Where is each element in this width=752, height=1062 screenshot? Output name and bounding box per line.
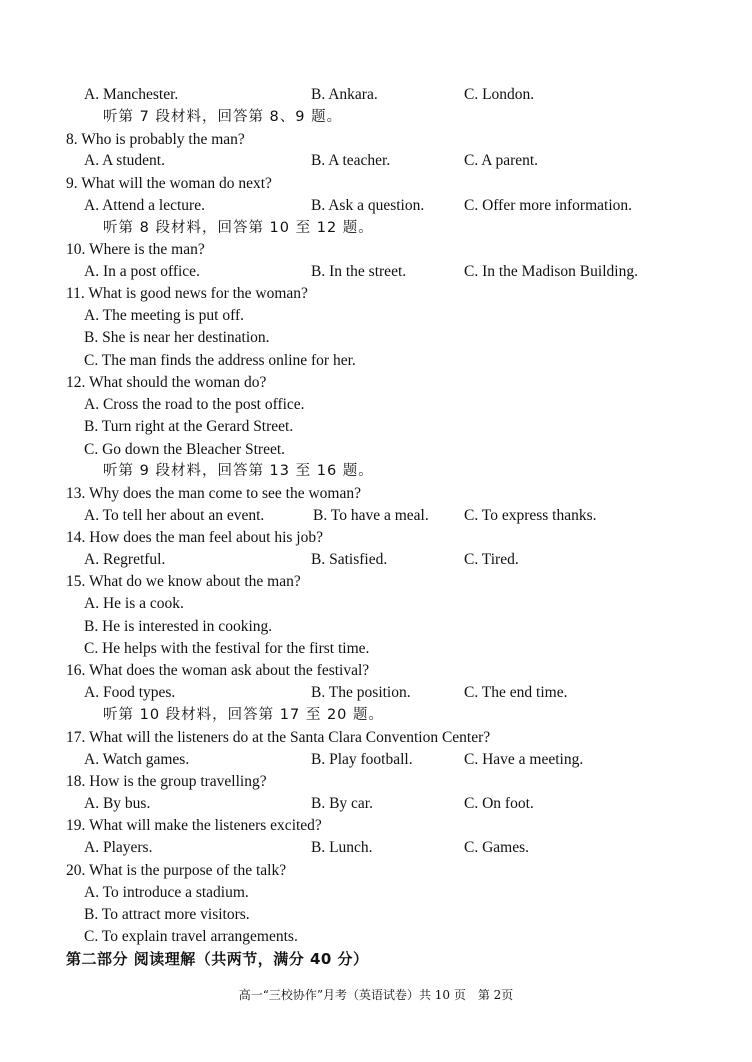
- question: 8. Who is probably the man?: [66, 131, 245, 148]
- option-c: C. A parent.: [464, 152, 539, 169]
- option-a: A. A student.: [84, 152, 165, 169]
- question: 17. What will the listeners do at the Santa Clara Convention Center?: [66, 729, 491, 746]
- option-c: C. London.: [464, 86, 535, 103]
- option-b: B. By car.: [311, 795, 373, 812]
- option: A. To introduce a stadium.: [84, 884, 249, 901]
- question: 12. What should the woman do?: [66, 374, 267, 391]
- option: B. She is near her destination.: [84, 329, 270, 346]
- question: 18. How is the group travelling?: [66, 773, 267, 790]
- option-a: A. To tell her about an event.: [84, 507, 265, 524]
- option-b: B. Lunch.: [311, 839, 373, 856]
- listening-instruction: 听第 10 段材料，回答第 17 至 20 题。: [103, 707, 385, 723]
- question: 11. What is good news for the woman?: [66, 285, 308, 302]
- listening-instruction: 听第 9 段材料，回答第 13 至 16 题。: [103, 463, 374, 479]
- option-a: A. In a post office.: [84, 263, 200, 280]
- section-heading: 第二部分 阅读理解（共两节，满分 40 分）: [66, 950, 369, 968]
- option-a: A. Watch games.: [84, 751, 190, 768]
- question: 15. What do we know about the man?: [66, 573, 301, 590]
- question: 13. Why does the man come to see the woman?: [66, 485, 361, 502]
- listening-instruction: 听第 8 段材料，回答第 10 至 12 题。: [103, 220, 374, 236]
- option-c: C. The end time.: [464, 684, 568, 701]
- option-c: C. Games.: [464, 839, 530, 856]
- option-b: B. The position.: [311, 684, 411, 701]
- option-c: C. Have a meeting.: [464, 751, 584, 768]
- option-c: C. Offer more information.: [464, 197, 633, 214]
- option-b: B. Play football.: [311, 751, 413, 768]
- option: B. Turn right at the Gerard Street.: [84, 418, 294, 435]
- question: 9. What will the woman do next?: [66, 175, 272, 192]
- option: C. The man finds the address online for her.: [84, 352, 356, 369]
- question: 16. What does the woman ask about the festival?: [66, 662, 370, 679]
- option: C. To explain travel arrangements.: [84, 928, 298, 945]
- option-b: B. To have a meal.: [313, 507, 429, 524]
- option: B. To attract more visitors.: [84, 906, 250, 923]
- option-a: A. Players.: [84, 839, 153, 856]
- option: C. He helps with the festival for the first time.: [84, 640, 370, 657]
- option-b: B. Ankara.: [311, 86, 378, 103]
- option: A. He is a cook.: [84, 595, 184, 612]
- option-a: A. By bus.: [84, 795, 151, 812]
- option-a: A. Regretful.: [84, 551, 166, 568]
- option-b: B. Satisfied.: [311, 551, 388, 568]
- option: A. Cross the road to the post office.: [84, 396, 305, 413]
- option: C. Go down the Bleacher Street.: [84, 441, 286, 458]
- option-c: C. On foot.: [464, 795, 534, 812]
- question: 10. Where is the man?: [66, 241, 205, 258]
- option-b: B. In the street.: [311, 263, 407, 280]
- option-b: B. Ask a question.: [311, 197, 425, 214]
- question: 14. How does the man feel about his job?: [66, 529, 323, 546]
- listening-instruction: 听第 7 段材料，回答第 8、9 题。: [103, 109, 343, 125]
- question: 20. What is the purpose of the talk?: [66, 862, 287, 879]
- option-a: A. Manchester.: [84, 86, 179, 103]
- option-b: B. A teacher.: [311, 152, 391, 169]
- option-a: A. Food types.: [84, 684, 176, 701]
- option-a: A. Attend a lecture.: [84, 197, 205, 214]
- option: A. The meeting is put off.: [84, 307, 245, 324]
- question: 19. What will make the listeners excited?: [66, 817, 322, 834]
- option: B. He is interested in cooking.: [84, 618, 273, 635]
- option-c: C. In the Madison Building.: [464, 263, 638, 280]
- option-c: C. Tired.: [464, 551, 519, 568]
- option-c: C. To express thanks.: [464, 507, 597, 524]
- page-footer: 高一“三校协作”月考（英语试卷）共 10 页 第 2页: [238, 988, 514, 1002]
